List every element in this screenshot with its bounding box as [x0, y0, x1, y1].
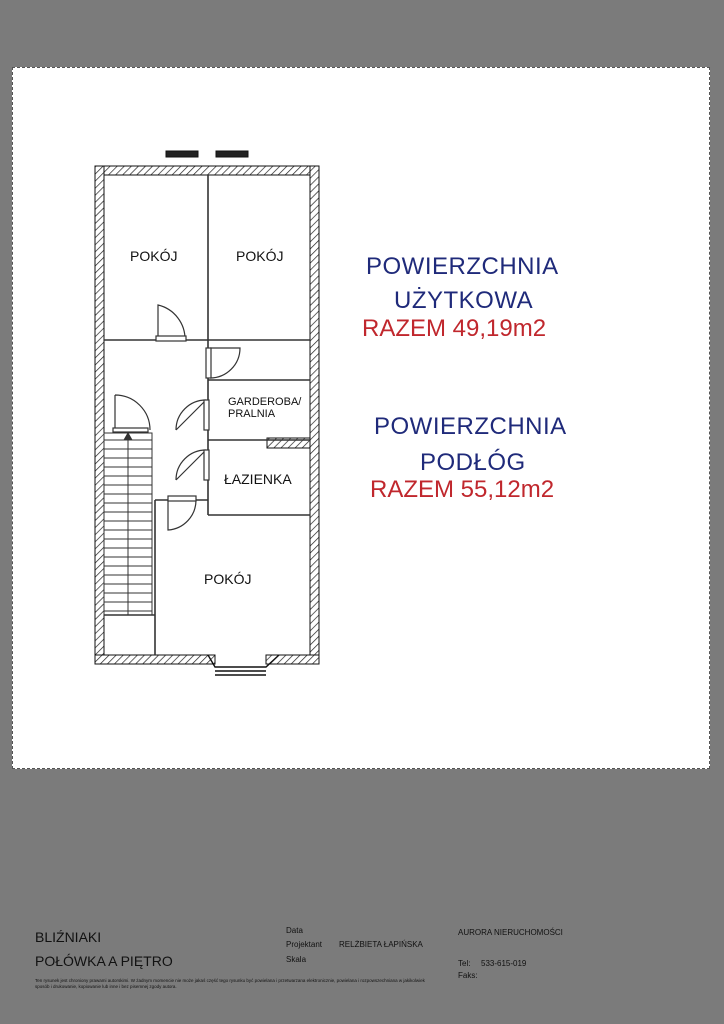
room-label-pokoj-bottom: POKÓJ [204, 571, 252, 587]
phone-label: Tel: [458, 959, 471, 968]
usable-area-total: RAZEM 49,19m2 [362, 315, 547, 342]
company-name: AURORA NIERUCHOMOŚCI [458, 928, 563, 937]
room-label-pokoj-top-left: POKÓJ [130, 248, 178, 264]
floor-area-heading-1: POWIERZCHNIA [374, 413, 567, 440]
staircase [104, 433, 152, 615]
room-label-pralnia: PRALNIA [228, 408, 276, 420]
project-subtitle: POŁÓWKA A PIĘTRO [35, 953, 173, 969]
usable-area-heading-2: UŻYTKOWA [394, 287, 534, 314]
project-title: BLIŹNIAKI [35, 929, 102, 945]
designer-value: RELŻBIETA ŁAPIŃSKA [339, 940, 423, 949]
scale-label: Skala [286, 955, 307, 964]
room-label-pokoj-top-right: POKÓJ [236, 248, 284, 264]
floor-area-heading-2: PODŁÓG [420, 449, 526, 476]
roof-windows [166, 151, 248, 157]
room-label-lazienka: ŁAZIENKA [224, 471, 292, 487]
room-label-garderoba: GARDEROBA/ [228, 396, 302, 408]
doors [113, 305, 240, 530]
floor-area-total: RAZEM 55,12m2 [370, 476, 555, 503]
fax-label: Faks: [458, 971, 478, 980]
usable-area-heading-1: POWIERZCHNIA [366, 253, 559, 280]
copyright-note: Ten rysunek jest chroniony prawami autorskimi. W żadnym momencie nie może jakaś część tego rysunku być powielana i przetwarzana elektronicznie, powielana i rozpowszechniana w jakikolwiek sposób i drukowanie, kopiowanie lub inne i bez pisemnej zgody autora. [35, 978, 425, 989]
phone-value: 533-615-019 [481, 959, 527, 968]
designer-label: Projektant [286, 940, 323, 949]
date-label: Data [286, 926, 303, 935]
